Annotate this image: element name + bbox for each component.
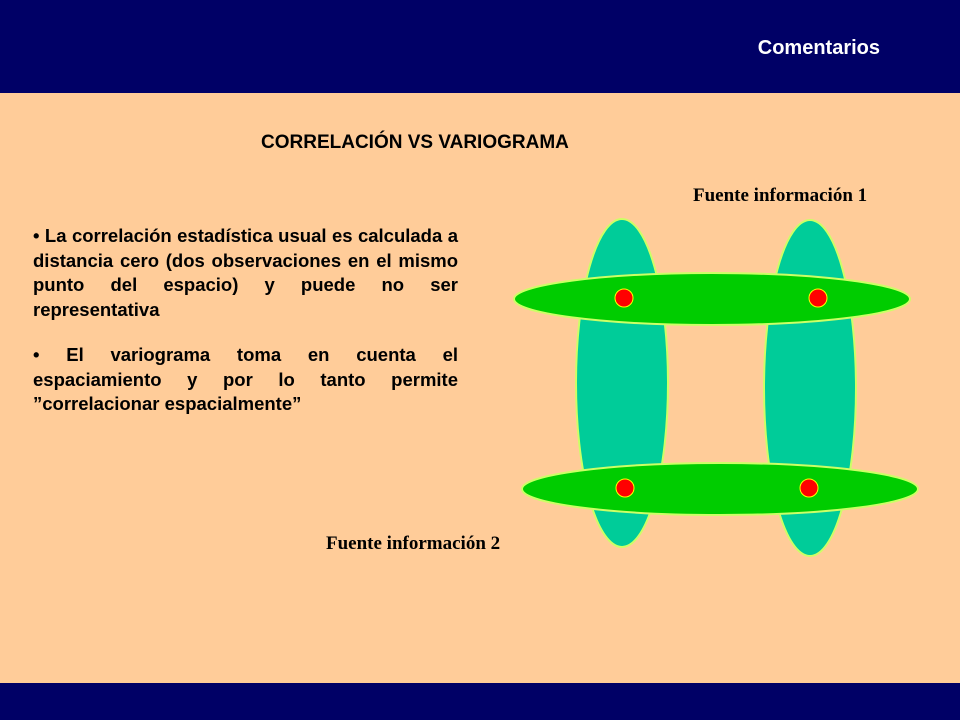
bullet-text: La correlación estadística usual es calculada a distancia cero (dos observaciones en el mismo punto del espacio) y puede no ser representativa (33, 225, 458, 320)
data-point (616, 479, 634, 497)
header-title: Comentarios (757, 37, 880, 59)
horizontal-ellipse-top (514, 273, 910, 325)
bullet-text: El variograma toma en cuenta el espaciamiento y por lo tanto permite ”correlacionar espacialmente” (33, 344, 458, 414)
label-source-1: Fuente información 1 (693, 185, 868, 206)
label-source-2: Fuente información 2 (326, 533, 501, 554)
data-point (800, 479, 818, 497)
bullet-symbol: • (33, 225, 40, 246)
data-point (809, 289, 827, 307)
slide-title: CORRELACIÓN VS VARIOGRAMA (261, 132, 569, 153)
bullet-symbol: • (33, 344, 40, 365)
footer-bar (0, 683, 960, 720)
data-point (615, 289, 633, 307)
horizontal-ellipse-bottom (522, 463, 918, 515)
